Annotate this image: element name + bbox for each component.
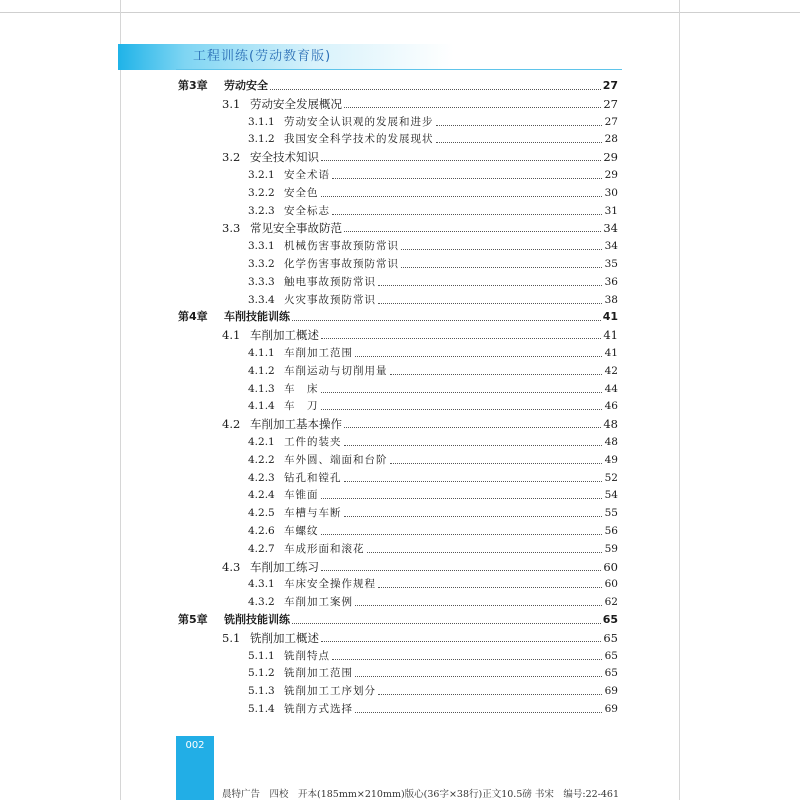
toc-entry-title: 机械伤害事故预防常识 [284, 240, 399, 253]
dot-leader [436, 141, 603, 143]
toc-entry-page: 38 [604, 293, 618, 306]
toc-entry [248, 111, 618, 129]
dot-leader [292, 622, 601, 624]
toc-entry-title: 车削加工案例 [284, 596, 353, 609]
toc-entry [248, 431, 618, 449]
toc-entry [222, 217, 618, 235]
toc-entry-number: 3.2.2 [248, 186, 275, 199]
dot-leader [321, 337, 601, 339]
dot-leader [378, 284, 602, 286]
toc-entry [248, 698, 618, 716]
toc-entry-page: 48 [604, 436, 618, 448]
toc-entry-number: 3.2 [222, 150, 241, 165]
dot-leader [355, 604, 602, 606]
toc-entry [248, 680, 618, 698]
toc-entry [248, 235, 618, 253]
dot-leader [321, 159, 601, 161]
toc-entry [248, 395, 618, 413]
dot-leader [321, 640, 601, 642]
toc-entry [248, 484, 618, 502]
toc-entry-number: 5.1.4 [248, 703, 275, 715]
toc-entry-number: 3.2.1 [248, 169, 275, 181]
dot-leader [344, 106, 601, 108]
toc-entry-page: 30 [604, 186, 618, 199]
toc-entry-title: 劳动安全 [224, 79, 268, 92]
dot-leader [321, 391, 603, 393]
toc-entry-page: 65 [604, 667, 618, 680]
toc-entry-number: 3.1.1 [248, 115, 275, 128]
dot-leader [321, 408, 603, 410]
toc-entry [248, 182, 618, 200]
toc-entry-number: 5.1.2 [248, 667, 275, 680]
toc-entry [248, 467, 618, 485]
toc-entry-title: 安全标志 [284, 204, 330, 217]
toc-entry-number: 5.1.3 [248, 685, 275, 698]
toc-entry-number: 第3章 [178, 79, 208, 92]
toc-entry-number: 4.2.4 [248, 489, 275, 502]
toc-entry [222, 324, 618, 342]
dot-leader [436, 124, 603, 126]
toc-entry [248, 573, 618, 591]
toc-entry-page: 27 [602, 79, 618, 92]
toc-entry-page: 27 [603, 96, 618, 111]
toc-entry-title: 车削技能训练 [224, 310, 290, 324]
toc-entry-title: 劳动安全发展概况 [250, 96, 342, 111]
toc-entry [178, 306, 618, 324]
toc-entry-number: 4.2.2 [248, 453, 275, 466]
toc-entry-number: 3.3 [222, 221, 241, 236]
toc-entry-page: 69 [604, 703, 618, 715]
toc-entry-page: 55 [604, 507, 618, 520]
toc-entry-title: 触电事故预防常识 [284, 275, 376, 288]
toc-entry [248, 645, 618, 663]
toc-entry [178, 609, 618, 627]
toc-entry-page: 34 [604, 240, 618, 253]
toc-entry-page: 34 [603, 221, 618, 236]
toc-entry [248, 591, 618, 609]
toc-entry [248, 360, 618, 378]
toc-entry-title: 铣削方式选择 [284, 703, 353, 715]
toc-entry-page: 27 [604, 115, 618, 128]
toc-entry [178, 75, 618, 93]
toc-entry-page: 28 [604, 133, 618, 146]
dot-leader [321, 533, 603, 535]
toc-entry-title: 火灾事故预防常识 [284, 293, 376, 306]
dot-leader [332, 213, 602, 215]
toc-entry-number: 4.3.2 [248, 596, 275, 609]
dot-leader [367, 551, 603, 553]
toc-entry-page: 41 [602, 310, 618, 324]
dot-leader [332, 177, 602, 179]
toc-entry [222, 93, 618, 111]
dot-leader [344, 444, 603, 446]
toc-entry-title: 安全色 [284, 186, 319, 199]
toc-entry [248, 502, 618, 520]
toc-entry-title: 铣削加工范围 [284, 667, 353, 680]
toc-entry-title: 钻孔和镗孔 [284, 471, 342, 484]
dot-leader [401, 248, 602, 250]
toc-entry-page: 44 [604, 382, 618, 395]
toc-entry-number: 5.1 [222, 630, 241, 645]
toc-entry-page: 41 [604, 347, 618, 359]
dot-leader [378, 302, 602, 304]
dot-leader [344, 515, 603, 517]
toc-entry [222, 413, 618, 431]
toc-entry-title: 铣削特点 [284, 649, 330, 662]
toc-entry-number: 5.1.1 [248, 649, 275, 662]
toc-entry-title: 车成形面和滚花 [284, 542, 365, 555]
dot-leader [355, 675, 602, 677]
toc-entry-title: 铣削技能训练 [224, 613, 290, 626]
toc-entry-number: 4.2 [222, 417, 241, 432]
toc-entry-title: 车削加工基本操作 [250, 417, 342, 432]
toc-entry-title: 车外圆、端面和台阶 [284, 453, 388, 466]
toc-entry-number: 4.2.7 [248, 542, 275, 555]
toc-entry-title: 车削加工范围 [284, 347, 353, 359]
toc-entry-number: 4.2.1 [248, 436, 275, 448]
toc-entry-page: 49 [604, 453, 618, 466]
page-number: 002 [185, 740, 205, 751]
toc-entry-number: 4.1 [222, 328, 241, 343]
toc-entry-title: 铣削加工概述 [250, 630, 319, 645]
dot-leader [344, 230, 601, 232]
toc-entry-title: 车床安全操作规程 [284, 578, 376, 591]
dot-leader [355, 711, 602, 713]
toc-entry-number: 4.3 [222, 559, 241, 574]
toc-entry-number: 4.3.1 [248, 578, 275, 591]
toc-entry [248, 662, 618, 680]
toc-entry [248, 128, 618, 146]
dot-leader [378, 586, 602, 588]
toc-entry [248, 378, 618, 396]
dot-leader [344, 426, 601, 428]
dot-leader [292, 319, 601, 321]
toc-entry-title: 车 床 [284, 382, 319, 395]
toc-entry-page: 29 [603, 150, 618, 165]
toc-entry-title: 车削加工概述 [250, 328, 319, 343]
header-rule [176, 69, 622, 70]
page-frame-right [679, 0, 680, 800]
toc-entry-page: 29 [604, 169, 618, 181]
toc-entry-page: 36 [604, 275, 618, 288]
toc-entry-title: 车 刀 [284, 400, 319, 413]
toc-entry-number: 3.1.2 [248, 133, 275, 146]
toc-entry [248, 164, 618, 182]
toc-entry-number: 3.3.4 [248, 293, 275, 306]
dot-leader [321, 569, 601, 571]
page-frame-left [120, 0, 121, 800]
toc-entry-page: 41 [603, 328, 618, 343]
toc-entry-page: 59 [604, 542, 618, 555]
toc-entry-page: 65 [603, 630, 618, 645]
toc-entry [248, 271, 618, 289]
toc-entry-title: 我国安全科学技术的发展现状 [284, 133, 434, 146]
toc-entry-page: 31 [604, 204, 618, 217]
toc-entry-title: 常见安全事故防范 [250, 221, 342, 236]
toc-entry-title: 劳动安全认识观的发展和进步 [284, 115, 434, 128]
toc-entry [248, 520, 618, 538]
print-info: 晨特广告 四校 开本(185mm×210mm)版心(36字×38行)正文10.5磅 书宋 编号:22-461 [222, 789, 620, 800]
toc-entry-number: 4.2.5 [248, 507, 275, 520]
toc-entry-title: 车槽与车断 [284, 507, 342, 520]
toc-entry-page: 60 [603, 559, 618, 574]
toc-entry-number: 第5章 [178, 613, 208, 626]
toc-entry-number: 3.3.1 [248, 240, 275, 253]
dot-leader [390, 462, 603, 464]
dot-leader [321, 497, 603, 499]
toc-entry-title: 安全术语 [284, 169, 330, 181]
dot-leader [270, 88, 601, 90]
dot-leader [390, 373, 603, 375]
toc-entry [248, 253, 618, 271]
toc-entry [222, 556, 618, 574]
toc-entry-page: 65 [604, 649, 618, 662]
toc-entry-page: 52 [604, 471, 618, 484]
dot-leader [321, 195, 603, 197]
toc-entry-number: 4.2.6 [248, 525, 275, 537]
toc-entry-page: 42 [604, 364, 618, 377]
dot-leader [332, 658, 602, 660]
toc-entry-page: 35 [604, 258, 618, 270]
toc-entry [248, 342, 618, 360]
toc-entry-title: 车锥面 [284, 489, 319, 502]
dot-leader [344, 480, 603, 482]
toc-entry-page: 46 [604, 400, 618, 413]
toc-entry-page: 65 [602, 613, 618, 626]
toc-entry-page: 62 [604, 596, 618, 609]
toc-entry-title: 车螺纹 [284, 525, 319, 537]
toc-entry-title: 安全技术知识 [250, 150, 319, 165]
toc-entry-page: 54 [604, 489, 618, 502]
toc-entry-title: 铣削加工工序划分 [284, 685, 376, 698]
toc-entry-number: 3.1 [222, 96, 241, 111]
toc-entry-number: 4.2.3 [248, 471, 275, 484]
dot-leader [378, 693, 602, 695]
toc-entry-page: 69 [604, 685, 618, 698]
toc-entry [248, 200, 618, 218]
toc-entry-title: 化学伤害事故预防常识 [284, 258, 399, 270]
book-title: 工程训练(劳动教育版) [193, 49, 332, 64]
toc-entry-number: 4.1.2 [248, 364, 275, 377]
toc-entry-page: 56 [604, 525, 618, 537]
toc-entry [222, 627, 618, 645]
toc-entry-number: 3.2.3 [248, 204, 275, 217]
toc-entry-number: 3.3.3 [248, 275, 275, 288]
toc-entry-page: 48 [603, 417, 618, 432]
toc-entry-number: 4.1.1 [248, 347, 275, 359]
toc-entry-number: 4.1.3 [248, 382, 275, 395]
toc-entry-title: 车削运动与切削用量 [284, 364, 388, 377]
toc-entry-number: 第4章 [178, 310, 208, 324]
toc-entry-page: 60 [604, 578, 618, 591]
toc-entry-number: 4.1.4 [248, 400, 275, 413]
toc-entry [248, 289, 618, 307]
dot-leader [401, 266, 602, 268]
toc-entry-title: 车削加工练习 [250, 559, 319, 574]
toc-entry-title: 工件的装夹 [284, 436, 342, 448]
toc-entry [222, 146, 618, 164]
toc-entry [248, 538, 618, 556]
dot-leader [355, 355, 602, 357]
toc-entry-number: 3.3.2 [248, 258, 275, 270]
toc-entry [248, 449, 618, 467]
